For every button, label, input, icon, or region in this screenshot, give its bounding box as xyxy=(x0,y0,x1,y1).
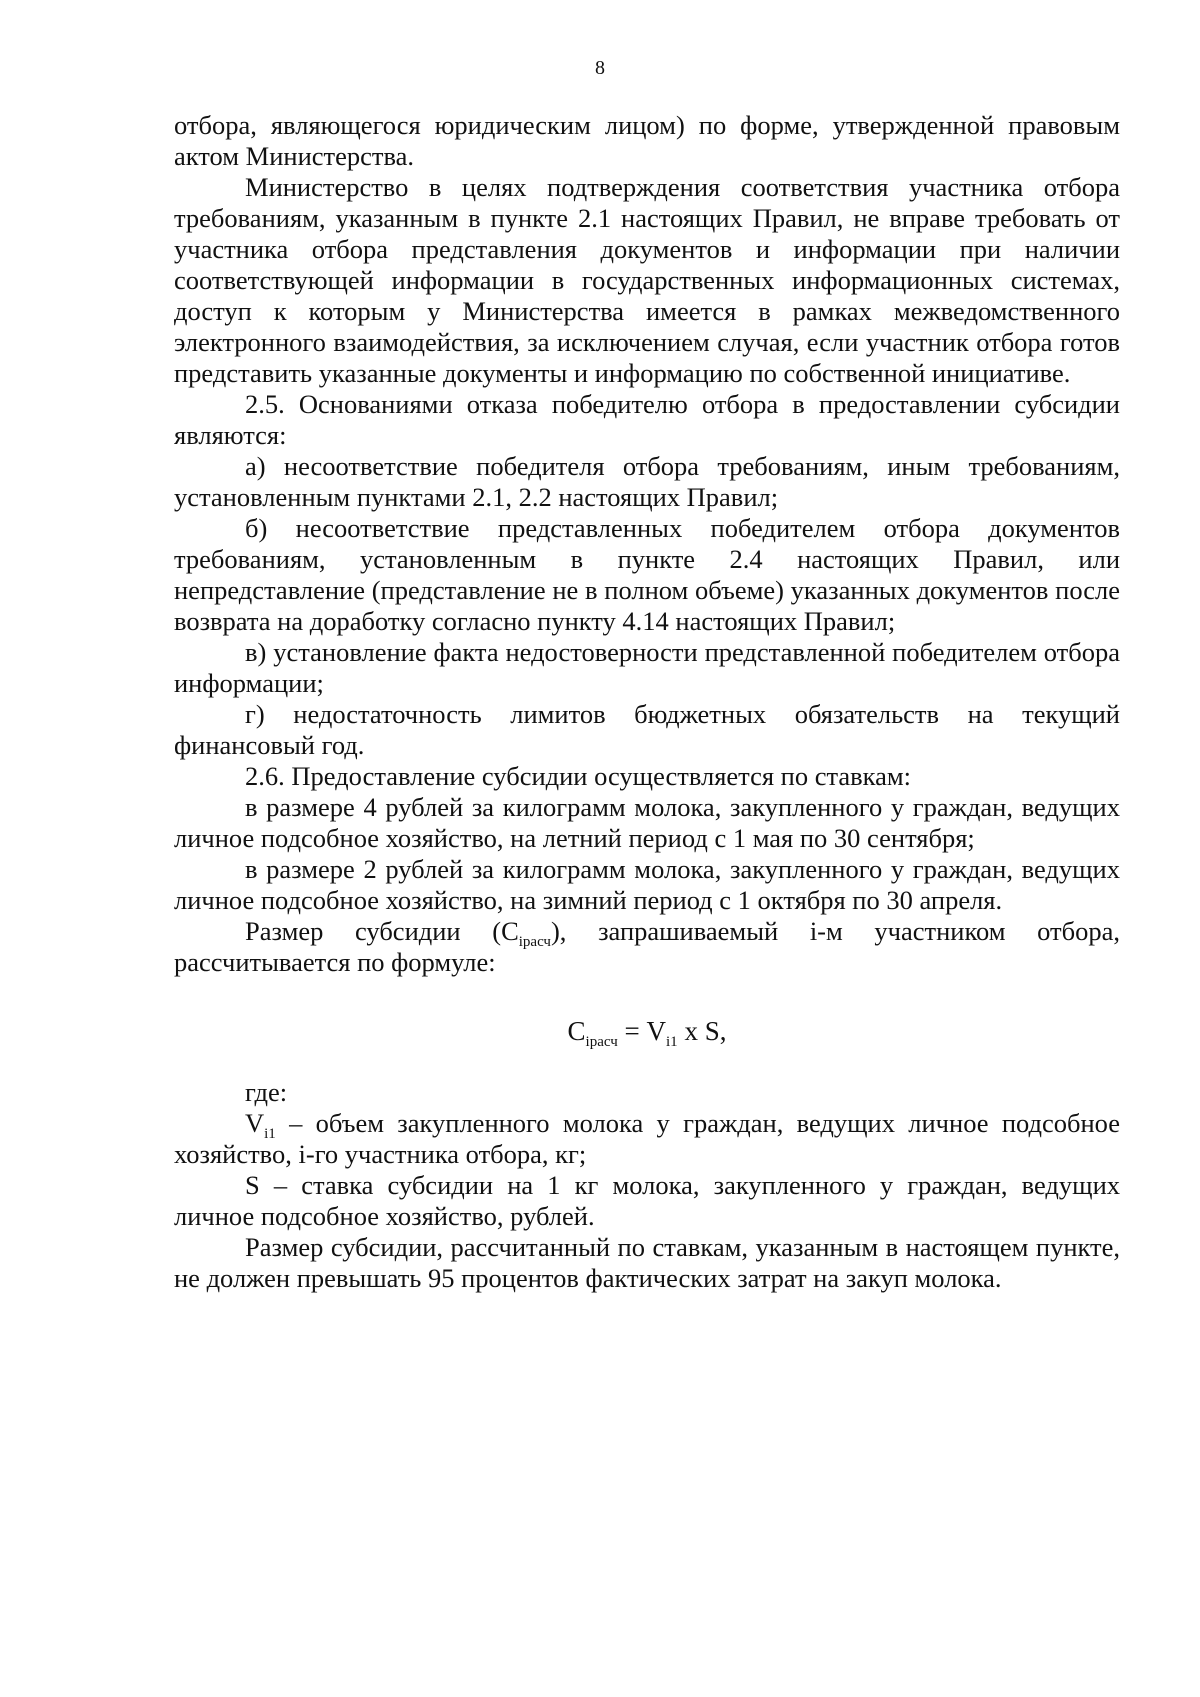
formula-text: = V xyxy=(617,1016,667,1046)
formula-symbol: С xyxy=(567,1016,586,1046)
paragraph: г) недостаточность лимитов бюджетных обязательств на текущий финансовый год. xyxy=(174,699,1120,760)
text: ), запрашиваемый i-м участником отбора, рассчитывается по формуле: xyxy=(174,916,1120,977)
paragraph: 2.5. Основаниями отказа победителю отбора в предоставлении субсидии являются: xyxy=(174,389,1120,450)
paragraph: 2.6. Предоставление субсидии осуществляется по ставкам: xyxy=(245,761,912,791)
paragraph: в размере 2 рублей за килограмм молока, закупленного у граждан, ведущих личное подсобное хозяйство, на зимний период с 1 октября по 30 апреля. xyxy=(174,854,1120,915)
final-paragraph: Размер субсидии, рассчитанный по ставкам, указанным в настоящем пункте, не должен превышать 95 процентов фактических затрат на закуп молока. xyxy=(174,1232,1120,1293)
definition-s: S – ставка субсидии на 1 кг молока, закупленного у граждан, ведущих личное подсобное хозяйство, рублей. xyxy=(174,1170,1120,1231)
subsidy-size-paragraph xyxy=(174,916,1120,978)
definition-v xyxy=(174,1108,1120,1170)
paragraph: отбора, являющегося юридическим лицом) по форме, утвержденной правовым актом Министерства. xyxy=(174,110,1120,171)
text: Размер субсидии (С xyxy=(245,916,519,946)
formula xyxy=(174,1016,1120,1050)
paragraph: в) установление факта недостоверности представленной победителем отбора информации; xyxy=(174,637,1120,698)
text: – объем закупленного молока у граждан, ведущих личное подсобное хозяйство, i-го участника отбора, кг; xyxy=(174,1108,1120,1169)
formula-text: x S, xyxy=(677,1016,727,1046)
formula-subscript: i1 xyxy=(666,1034,678,1050)
document-body xyxy=(174,110,1120,1294)
symbol: V xyxy=(245,1108,265,1138)
formula-subscript: iрасч xyxy=(585,1034,618,1050)
paragraph: Министерство в целях подтверждения соответствия участника отбора требованиям, указанным в пункте 2.1 настоящих Правил, не вправе требовать от участника отбора представления документов и информации при наличии соответствующей информации в государственных информационных системах, доступ к которым у Министерства имеется в рамках межведомственного электронного взаимодействия, за исключением случая, если участник отбора готов представить указанные документы и информацию по собственной инициативе. xyxy=(174,172,1120,388)
paragraph: в размере 4 рублей за килограмм молока, закупленного у граждан, ведущих личное подсобное хозяйство, на летний период с 1 мая по 30 сентября; xyxy=(174,792,1120,853)
where-label: где: xyxy=(245,1077,288,1107)
page-number: 8 xyxy=(595,57,605,79)
subscript: iрасч xyxy=(518,934,551,950)
paragraph: а) несоответствие победителя отбора требованиям, иным требованиям, установленным пунктами 2.1, 2.2 настоящих Правил; xyxy=(174,451,1120,512)
subscript: i1 xyxy=(264,1126,276,1142)
paragraph: б) несоответствие представленных победителем отбора документов требованиям, установленным в пункте 2.4 настоящих Правил, или непредставление (представление не в полном объеме) указанных документов после возврата на доработку согласно пункту 4.14 настоящих Правил; xyxy=(174,513,1120,636)
